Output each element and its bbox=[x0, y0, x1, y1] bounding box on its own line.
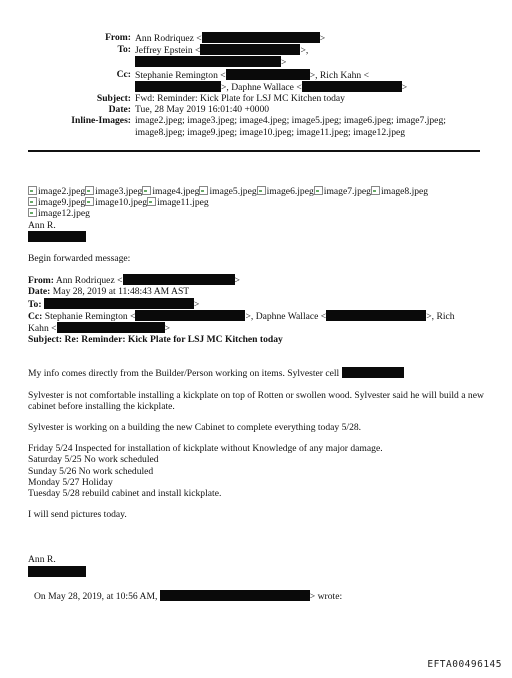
header-inline-images bbox=[0, 115, 512, 137]
signature: Ann R. bbox=[28, 554, 56, 566]
broken-image: image9.jpeg bbox=[28, 197, 85, 208]
subject-value: Fwd: Reminder: Kick Plate for LSJ MC Kitchen today bbox=[135, 93, 345, 105]
fwd-cc-label: Cc: bbox=[28, 310, 43, 322]
date-label: Date: bbox=[108, 104, 131, 116]
quoted-intro: On May 28, 2019, at 10:56 AM, bbox=[34, 590, 158, 602]
broken-image-icon bbox=[147, 197, 156, 206]
redaction bbox=[342, 367, 404, 378]
to-label: To: bbox=[117, 44, 131, 56]
cc-label: Cc: bbox=[116, 68, 131, 80]
redaction bbox=[28, 566, 86, 577]
email-header bbox=[0, 32, 512, 138]
fwd-subject-value: Re: Reminder: Kick Plate for LSJ MC Kitchen today bbox=[64, 334, 283, 346]
cc-rich: Rich Kahn bbox=[319, 69, 362, 81]
broken-image-icon bbox=[28, 186, 37, 195]
broken-image: image8.jpeg bbox=[371, 186, 428, 197]
fwd-cc-rich: Rich bbox=[436, 310, 455, 322]
paragraph: My info comes directly from the Builder/Person working on items. Sylvester cell bbox=[28, 368, 340, 380]
broken-image-icon bbox=[28, 208, 37, 217]
fwd-subject-label: Subject: bbox=[28, 334, 63, 346]
document-id: EFTA00496145 bbox=[427, 658, 502, 670]
broken-image-icon bbox=[28, 197, 37, 206]
broken-image-icon bbox=[85, 197, 94, 206]
forwarded-header: From: Ann Rodriquez < > Date: May 28, 2019 at 11:48:43 AM AST To: > Cc: Stephanie Remington < >, Daphne Wallace < >, Rich Kahn < > Subject: Re: Reminder: Kick Plate for LSJ MC Kitchen today bbox=[28, 275, 455, 346]
cc-daphne: Daphne Wallace < bbox=[231, 81, 302, 93]
inline-images-value: image2.jpeg; image3.jpeg; image4.jpeg; image5.jpeg; image6.jpeg; image7.jpeg; image8.jpeg; image9.jpeg; image10.jpeg; image11.jpeg; image12.jpeg bbox=[135, 115, 446, 138]
date-value: Tue, 28 May 2019 16:01:40 +0000 bbox=[135, 104, 270, 116]
broken-image: image5.jpeg bbox=[199, 186, 256, 197]
redaction bbox=[160, 590, 310, 601]
fwd-cc-daphne: Daphne Wallace < bbox=[255, 310, 327, 322]
broken-image-icon bbox=[314, 186, 323, 195]
fwd-from-label: From: bbox=[28, 275, 54, 287]
begin-forwarded: Begin forwarded message: bbox=[28, 253, 131, 265]
broken-image: image11.jpeg bbox=[147, 197, 209, 208]
from-label: From: bbox=[105, 32, 131, 43]
inline-images-label: Inline-Images: bbox=[71, 115, 131, 127]
inline-image-list bbox=[28, 186, 488, 220]
schedule-line: Friday 5/24 Inspected for installation of kickplate without Knowledge of any major damage. bbox=[28, 443, 383, 455]
signature: Ann R. bbox=[28, 219, 56, 231]
redaction bbox=[302, 81, 402, 92]
fwd-from-value: Ann Rodriquez < bbox=[55, 275, 123, 287]
header-date bbox=[0, 104, 512, 115]
broken-image-icon bbox=[85, 186, 94, 195]
subject-label: Subject: bbox=[96, 93, 131, 105]
redaction bbox=[326, 310, 426, 321]
to-value: Jeffrey Epstein < bbox=[135, 45, 201, 57]
redaction bbox=[44, 298, 194, 309]
fwd-cc-value: Stephanie Remington < bbox=[44, 310, 136, 322]
email-body: image2.jpeg image3.jpeg image4.jpeg image5.jpeg image6.jpeg image7.jpeg image8.jpeg image9.jpeg image10.jpeg image11.jpeg image12.jpeg Ann R. Begin forwarded message: From: Ann Rodriquez < > Date: May 28, 2019 at 11:48:43 AM AST To: > Cc: Stephanie Remington < >, Daphne Wallace < >, Rich Kahn < > Subject: Re: Reminder: Kick Plate for LSJ MC Kitchen today My info comes directly from the Builder/Person working on items. Sylvester cell Sylvester is not comfortable installing a kickplate on top of Rotten or swollen wood. Sylvester said he will build a new cabinet before installing the kickplate. Sylvester is working on a building the new Cabinet to complete everything today 5/28. Friday 5/24 Inspected for installation of kickplate without Knowledge of any major damage. Saturday 5/25 No work scheduled Sunday 5/26 No work scheduled Monday 5/27 Holiday Tuesday 5/28 rebuild cabinet and install kickplate. I will send pictures today. Ann R. On May 28, 2019, at 10:56 AM, > wrote: bbox=[28, 186, 488, 602]
header-divider bbox=[28, 150, 480, 152]
broken-image-icon bbox=[257, 186, 266, 195]
redaction bbox=[135, 81, 221, 92]
schedule-line: Tuesday 5/28 rebuild cabinet and install kickplate. bbox=[28, 488, 222, 500]
fwd-date-label: Date: bbox=[28, 286, 51, 298]
header-to: To: Jeffrey Epstein < >, > bbox=[0, 44, 512, 68]
schedule-line: Sunday 5/26 No work scheduled bbox=[28, 465, 154, 477]
paragraph: Sylvester is working on a building the new Cabinet to complete everything today 5/28. bbox=[28, 422, 362, 434]
broken-image: image7.jpeg bbox=[314, 186, 371, 197]
fwd-date-value: May 28, 2019 at 11:48:43 AM AST bbox=[52, 286, 190, 298]
from-value: Ann Rodriquez < bbox=[135, 33, 202, 44]
schedule-line: Saturday 5/25 No work scheduled bbox=[28, 454, 159, 466]
header-from: From: Ann Rodriquez < > bbox=[0, 32, 512, 44]
redaction bbox=[135, 310, 245, 321]
broken-image-icon bbox=[199, 186, 208, 195]
header-subject bbox=[0, 93, 512, 104]
header-cc: Cc: Stephanie Remington < >, Rich Kahn < >, Daphne Wallace < > bbox=[0, 69, 512, 93]
broken-image: image2.jpeg bbox=[28, 186, 85, 197]
paragraph: Sylvester is not comfortable installing a kickplate on top of Rotten or swollen wood. Sylvester said he will build a new cabinet before installing the kickplate. bbox=[28, 389, 484, 412]
redaction bbox=[226, 69, 310, 80]
redaction bbox=[28, 231, 86, 242]
fwd-cc-kahn: Kahn < bbox=[28, 323, 57, 335]
redaction bbox=[202, 32, 320, 43]
paragraph: I will send pictures today. bbox=[28, 509, 127, 521]
broken-image: image10.jpeg bbox=[85, 197, 147, 208]
schedule-line: Monday 5/27 Holiday bbox=[28, 476, 113, 488]
wrote-text: wrote: bbox=[317, 590, 343, 602]
fwd-to-label: To: bbox=[28, 298, 42, 310]
cc-value: Stephanie Remington < bbox=[135, 69, 226, 81]
redaction bbox=[123, 274, 235, 285]
redaction bbox=[57, 322, 165, 333]
broken-image: image3.jpeg bbox=[85, 186, 142, 197]
broken-image-icon bbox=[371, 186, 380, 195]
broken-image-icon bbox=[142, 186, 151, 195]
redaction bbox=[135, 56, 281, 67]
broken-image: image6.jpeg bbox=[257, 186, 314, 197]
broken-image: image12.jpeg bbox=[28, 208, 90, 219]
broken-image: image4.jpeg bbox=[142, 186, 199, 197]
redaction bbox=[200, 44, 300, 55]
